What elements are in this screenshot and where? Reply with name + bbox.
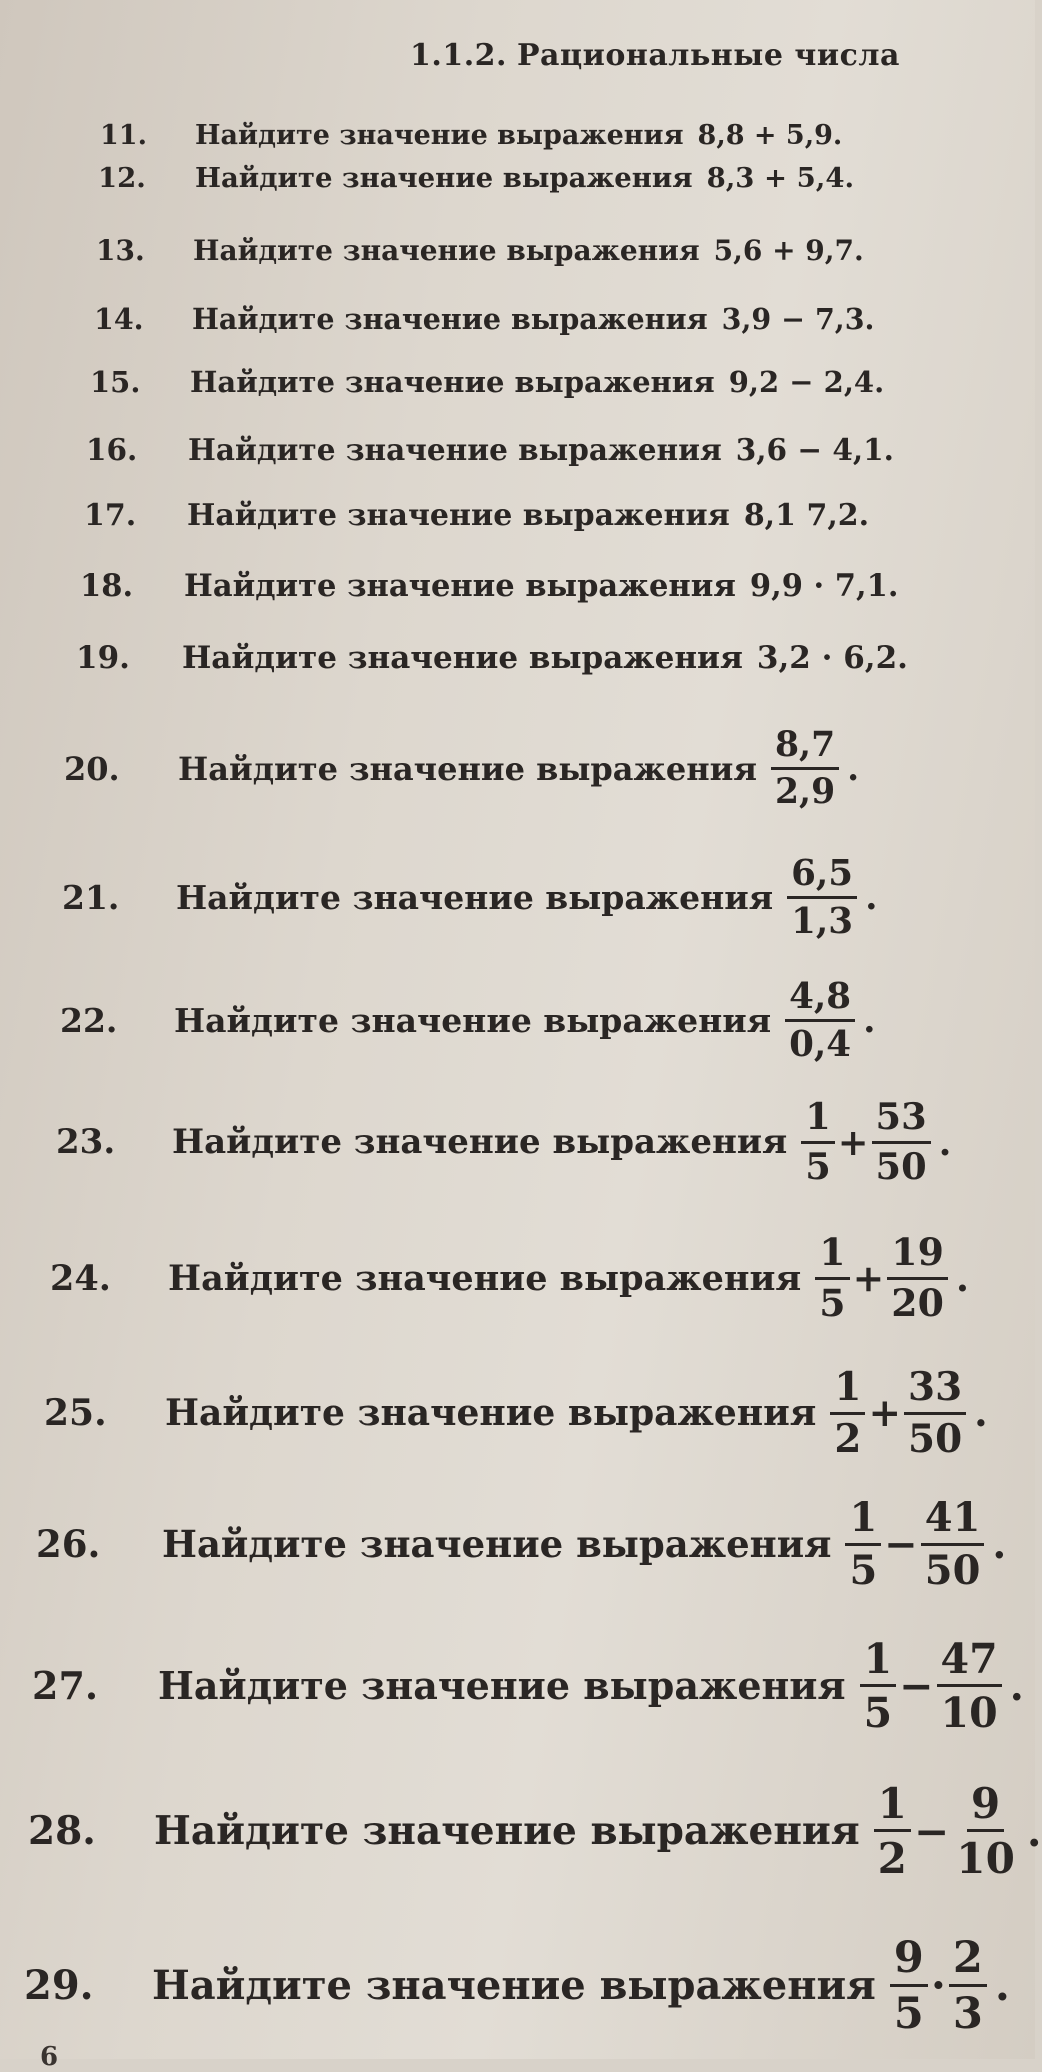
problem-number: 20.: [64, 749, 120, 788]
numerator: 41: [921, 1497, 985, 1546]
problem-prompt: Найдите значение выражения: [168, 1257, 802, 1299]
fraction: [787, 855, 857, 941]
period: .: [1026, 1805, 1042, 1856]
problem-prompt: Найдите значение выражения: [174, 1001, 772, 1041]
problem-prompt: Найдите значение выражения: [158, 1663, 846, 1709]
fraction-expression: [801, 1095, 952, 1188]
problem-expression: 9,2 − 2,4.: [728, 365, 885, 399]
page-number-fragment: 6: [40, 2042, 59, 2072]
problem-prompt: Найдите значение выражения: [190, 365, 715, 399]
problem-number: 24.: [50, 1257, 111, 1299]
problem-row: [64, 727, 859, 811]
problem-expression: 8,1 7,2.: [743, 498, 870, 533]
fraction: [845, 1494, 881, 1594]
fraction-expression: [845, 1494, 1007, 1594]
fraction: [874, 1778, 911, 1884]
numerator: 19: [887, 1233, 948, 1280]
problem-prompt: Найдите значение выражения: [187, 498, 730, 533]
fraction-expression: [785, 978, 875, 1064]
denominator: 10: [940, 1688, 998, 1738]
problem-expression: 3,2 · 6,2.: [756, 640, 908, 676]
problem-prompt: Найдите значение выражения: [182, 640, 743, 676]
numerator: 1: [874, 1781, 911, 1832]
fraction-expression: [890, 1932, 1010, 2040]
period: .: [863, 1000, 876, 1042]
numerator: 9: [967, 1781, 1004, 1832]
problem-prompt: Найдите значение выражения: [165, 1392, 817, 1435]
fraction: [785, 978, 855, 1064]
problem-number: 18.: [80, 568, 134, 604]
denominator: 5: [849, 1546, 878, 1594]
fraction: [952, 1778, 1019, 1884]
numerator: 53: [872, 1098, 931, 1144]
section-number: 1.1.2.: [410, 38, 507, 73]
numerator: 1: [830, 1367, 865, 1415]
problem-number: 17.: [84, 498, 137, 533]
problem-number: 14.: [94, 302, 144, 336]
period: .: [865, 877, 878, 919]
period: .: [938, 1120, 952, 1164]
problem-expression: 8,8 + 5,9.: [697, 120, 843, 151]
problem-prompt: Найдите значение выражения: [162, 1522, 832, 1567]
problem-row: [62, 855, 877, 941]
fraction: [949, 1932, 987, 2040]
denominator: 5: [805, 1144, 831, 1188]
fraction: [937, 1634, 1002, 1738]
denominator: 3: [952, 1988, 983, 2040]
fraction-expression: [874, 1778, 1042, 1884]
problem-expression: 3,9 − 7,3.: [721, 302, 875, 336]
denominator: 1,3: [791, 901, 854, 943]
problem-number: 15.: [90, 365, 141, 399]
problem-row: [98, 162, 854, 194]
denominator: 50: [875, 1144, 927, 1188]
section-title: Рациональные числа: [516, 38, 900, 73]
fraction: [890, 1932, 928, 2040]
problem-expression: 9,9 · 7,1.: [749, 568, 899, 604]
period: .: [974, 1390, 988, 1437]
numerator: 1: [845, 1497, 881, 1546]
problem-row: [24, 1932, 1010, 2040]
problem-row: [50, 1230, 970, 1325]
problem-number: 25.: [44, 1392, 107, 1435]
problem-number: 12.: [98, 162, 146, 194]
problem-prompt: Найдите значение выражения: [178, 749, 757, 788]
problem-number: 22.: [60, 1001, 118, 1041]
numerator: 1: [860, 1637, 897, 1687]
problem-number: 21.: [62, 878, 120, 918]
operator: −: [899, 1661, 934, 1711]
problem-row: [36, 1494, 1007, 1594]
problem-row: [96, 234, 864, 267]
operator: +: [837, 1120, 869, 1164]
denominator: 0,4: [789, 1024, 852, 1066]
fraction-expression: [860, 1634, 1024, 1738]
period: .: [992, 1520, 1007, 1568]
problem-row: [94, 302, 874, 336]
fraction: [771, 727, 839, 811]
fraction: [801, 1095, 835, 1188]
problem-expression: 3,6 − 4,1.: [735, 432, 894, 467]
problem-prompt: Найдите значение выражения: [152, 1962, 876, 2010]
denominator: 2,9: [775, 772, 836, 813]
period: .: [955, 1256, 970, 1301]
problem-prompt: Найдите значение выражения: [154, 1807, 860, 1854]
problem-row: [80, 568, 898, 604]
fraction: [887, 1230, 948, 1325]
numerator: 33: [904, 1367, 966, 1415]
denominator: 10: [956, 1833, 1015, 1884]
problem-prompt: Найдите значение выражения: [184, 568, 736, 604]
operator: −: [913, 1805, 950, 1856]
operator: +: [852, 1256, 885, 1301]
denominator: 20: [891, 1280, 944, 1325]
problem-row: [84, 498, 869, 533]
denominator: 2: [834, 1415, 862, 1462]
problem-prompt: Найдите значение выражения: [192, 302, 708, 336]
fraction: [904, 1364, 966, 1462]
denominator: 5: [893, 1988, 924, 2040]
fraction-expression: [787, 855, 877, 941]
numerator: 8,7: [771, 727, 839, 770]
problem-prompt: Найдите значение выражения: [195, 120, 684, 151]
numerator: 1: [801, 1098, 835, 1144]
problem-number: 29.: [24, 1962, 94, 2010]
fraction: [815, 1230, 849, 1325]
problem-prompt: Найдите значение выражения: [195, 162, 693, 194]
fraction-expression: [771, 727, 859, 811]
problem-number: 19.: [76, 640, 130, 676]
period: .: [994, 1960, 1010, 2012]
problem-number: 28.: [28, 1807, 96, 1854]
fraction: [872, 1095, 931, 1188]
period: .: [1009, 1661, 1024, 1711]
problem-prompt: Найдите значение выражения: [172, 1122, 788, 1163]
problem-prompt: Найдите значение выражения: [176, 878, 774, 918]
operator: −: [884, 1520, 918, 1568]
problem-row: [28, 1778, 1042, 1884]
problem-row: [60, 978, 875, 1064]
problem-number: 27.: [32, 1663, 99, 1709]
problem-row: [32, 1634, 1024, 1738]
problem-expression: 8,3 + 5,4.: [706, 162, 855, 194]
operator: ·: [930, 1960, 946, 2012]
denominator: 50: [924, 1546, 981, 1594]
problem-row: [90, 365, 884, 399]
problem-row: [44, 1364, 988, 1462]
numerator: 9: [890, 1935, 928, 1987]
numerator: 2: [949, 1935, 987, 1987]
numerator: 4,8: [785, 978, 855, 1022]
problem-expression: 5,6 + 9,7.: [713, 234, 864, 267]
denominator: 50: [908, 1415, 963, 1462]
problem-prompt: Найдите значение выражения: [188, 432, 722, 467]
period: .: [847, 748, 860, 789]
problem-number: 11.: [100, 120, 147, 151]
problem-row: [56, 1095, 952, 1188]
problem-number: 13.: [96, 234, 145, 267]
operator: +: [868, 1390, 902, 1437]
problem-number: 23.: [56, 1122, 116, 1163]
fraction-expression: [815, 1230, 970, 1325]
problem-number: 26.: [36, 1522, 101, 1567]
problem-row: [76, 640, 908, 676]
problem-number: 16.: [86, 432, 138, 467]
problem-row: [86, 432, 894, 467]
fraction-expression: [830, 1364, 988, 1462]
denominator: 5: [819, 1280, 846, 1325]
problem-prompt: Найдите значение выражения: [193, 234, 700, 267]
denominator: 2: [877, 1833, 907, 1884]
numerator: 6,5: [787, 855, 857, 899]
fraction: [921, 1494, 985, 1594]
problem-row: [100, 120, 842, 151]
numerator: 47: [937, 1637, 1002, 1687]
fraction: [860, 1634, 897, 1738]
denominator: 5: [863, 1688, 893, 1738]
numerator: 1: [815, 1233, 849, 1280]
fraction: [830, 1364, 865, 1462]
